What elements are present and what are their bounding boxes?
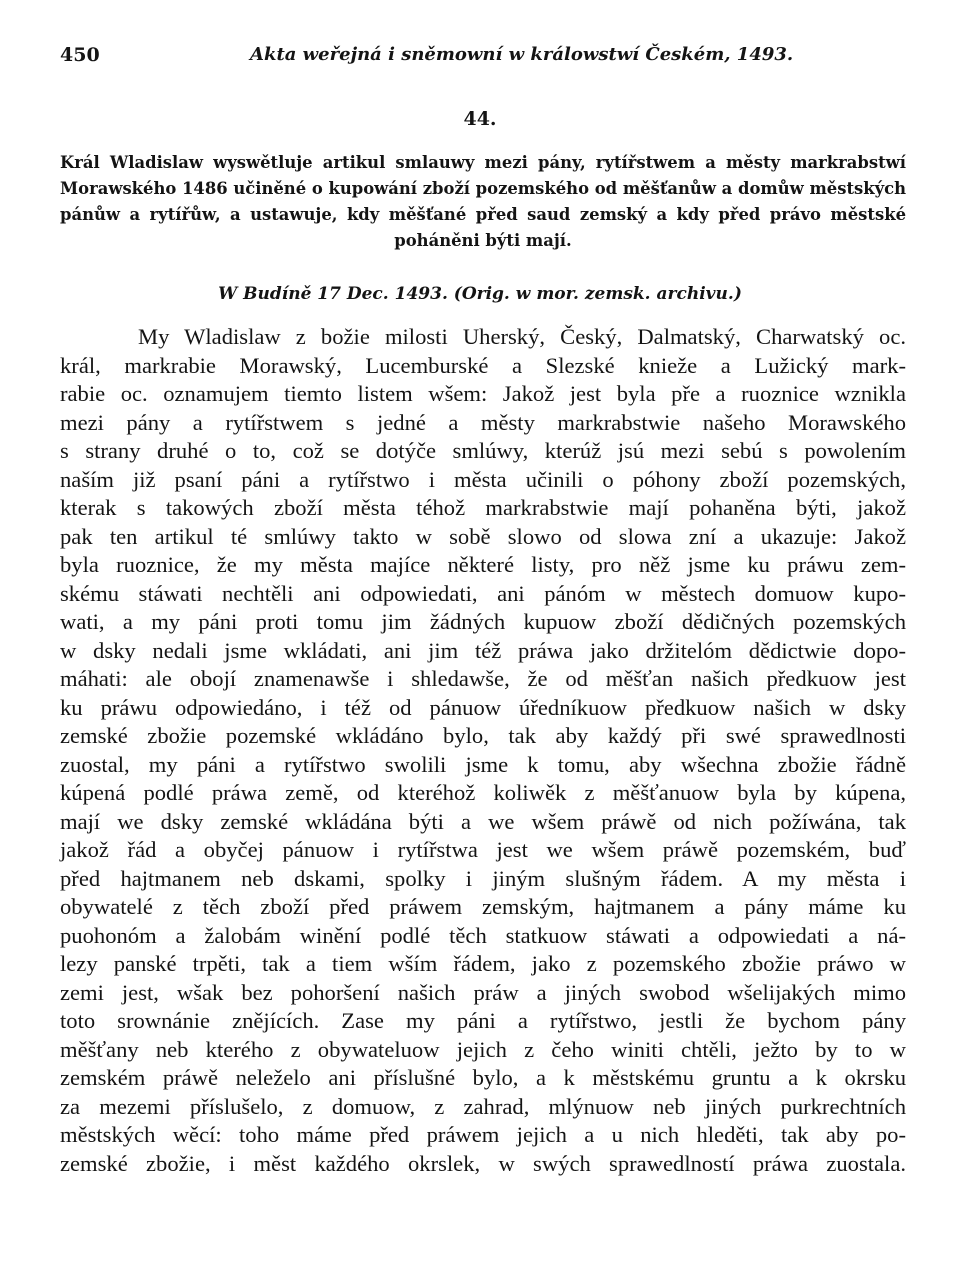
- body-line: zuostal, my páni a rytířstwo swolili jsme k tomu, aby wšechna zbožie řádně: [60, 751, 906, 777]
- body-line: toto srownánie znějících. Zase my páni a rytířstwo, jestli že bychom pány: [60, 1008, 906, 1033]
- body-line: zemské zbožie pozemské wkládáno bylo, tak aby každý při swé sprawedlnosti: [60, 723, 906, 748]
- body-line: za mezemi příslušelo, z domuow, z zahrad, mlýnuow neb jiných purkrechtních: [60, 1093, 906, 1119]
- body-line: městských wěcí: toho máme před práwem jejich a u nich hleděti, tak aby po-: [60, 1122, 906, 1147]
- running-title: Akta weřejná i sněmowní w králowstwí Českém, 1493.: [250, 44, 794, 65]
- summary-line: Král Wladislaw wyswětluje artikul smlauwy mezi pány, rytířstwem a městy markrabstwí: [60, 153, 906, 172]
- page-number: 450: [60, 44, 100, 66]
- body-line: král, markrabie Morawský, Lucemburské a Slezské knieže a Lužický mark-: [60, 352, 906, 378]
- body-line: byla ruoznice, že my města majíce některé listy, pro něž jsme ku práwu zem-: [60, 552, 906, 577]
- body-line: puohonóm a žalobám winění podlé těch statkuow stáwati a odpowiedati a ná-: [60, 922, 906, 948]
- summary-line: Morawského 1486 učiněné o kupowání zboží pozemského od měšťanůw a domůw městských: [60, 179, 907, 198]
- body-line: měšťany neb kterého z obywateluow jejich z čeho winiti chtěli, ježto by to w: [60, 1036, 906, 1062]
- body-line: zemské zbožie, i měst každého okrslek, w swých sprawedlností práwa zuostala.: [60, 1150, 906, 1176]
- body-line: mají we dsky zemské wkládána býti a we wšem práwě od nich požíwána, tak: [60, 808, 906, 834]
- document-number: 44.: [463, 108, 497, 130]
- summary-line: pánůw a rytířůw, a ustawuje, kdy měšťané před saud zemský a kdy před právo městské: [60, 205, 906, 224]
- body-line: před hajtmanem neb dskami, spolky i jiným slušným řádem. A my města i: [60, 865, 906, 891]
- body-line: pak ten artikul té smlúwy takto w sobě slowo od slowa zní a ukazuje: Jakož: [60, 523, 906, 549]
- body-line: s strany druhé o to, což se dotýče smlúwy, kterúž jsú mezi sebú s powolením: [60, 438, 906, 463]
- body-line: naším již psaní páni a rytířstwo i města učinili o póhony zboží pozemských,: [60, 466, 906, 492]
- running-head: [60, 44, 906, 74]
- body-line: kúpená podlé práwa země, od kteréhož koliwěk z měšťanuow byla by kúpena,: [60, 780, 906, 805]
- body-line: kterak s takowých zboží města téhož markrabstwie mají pohaněna býti, jakož: [60, 495, 906, 520]
- dateline: W Budíně 17 Dec. 1493. (Orig. w mor. zemsk. archivu.): [218, 284, 742, 304]
- body-line: lezy panské trpěti, tak a tiem wším řádem, jako z pozemského zbožie práwo w: [60, 951, 906, 976]
- body-line: mezi pány a rytířstwem s jedné a městy markrabstwie našeho Morawského: [60, 409, 906, 435]
- body-line: jakož řád a obyčej pánuow i rytířstwa jest we wšem práwě pozemském, buď: [60, 837, 906, 862]
- body-text: [60, 323, 906, 1178]
- body-line: My Wladislaw z božie milosti Uherský, Český, Dalmatský, Charwatský oc.: [138, 324, 906, 349]
- body-line: wati, a my páni proti tomu jim žádných kupuow zboží dědičných pozemských: [60, 609, 906, 634]
- body-line: rabie oc. oznamujem tiemto listem wšem: Jakož jest byla pře a ruoznice wznikla: [60, 381, 906, 406]
- body-line: máhati: ale obojí znamenawše i shledawše, že od měšťan našich předkuow jest: [60, 666, 906, 691]
- body-line: obywatelé z těch zboží před práwem zemským, hajtmanem a pány máme ku: [60, 894, 906, 919]
- document-summary: [60, 150, 906, 254]
- body-line: w dsky nedali jsme wkládati, ani jim též práwa jako držitelóm dědictwie dopo-: [60, 637, 906, 663]
- body-line: zemi jest, wšak bez pohoršení našich práw a jiných swobod wšelijakých mimo: [60, 979, 906, 1005]
- body-line: zemském práwě neleželo ani příslušné bylo, a k městskému gruntu a k okrsku: [60, 1065, 906, 1090]
- summary-line: poháněni býti mají.: [394, 231, 572, 250]
- body-line: ku práwu odpowiedáno, i též od pánuow úředníkuow předkuow našich w dsky: [60, 694, 906, 720]
- body-line: skému stáwati nechtěli ani odpowiedati, ani pánóm w městech domuow kupo-: [60, 580, 906, 606]
